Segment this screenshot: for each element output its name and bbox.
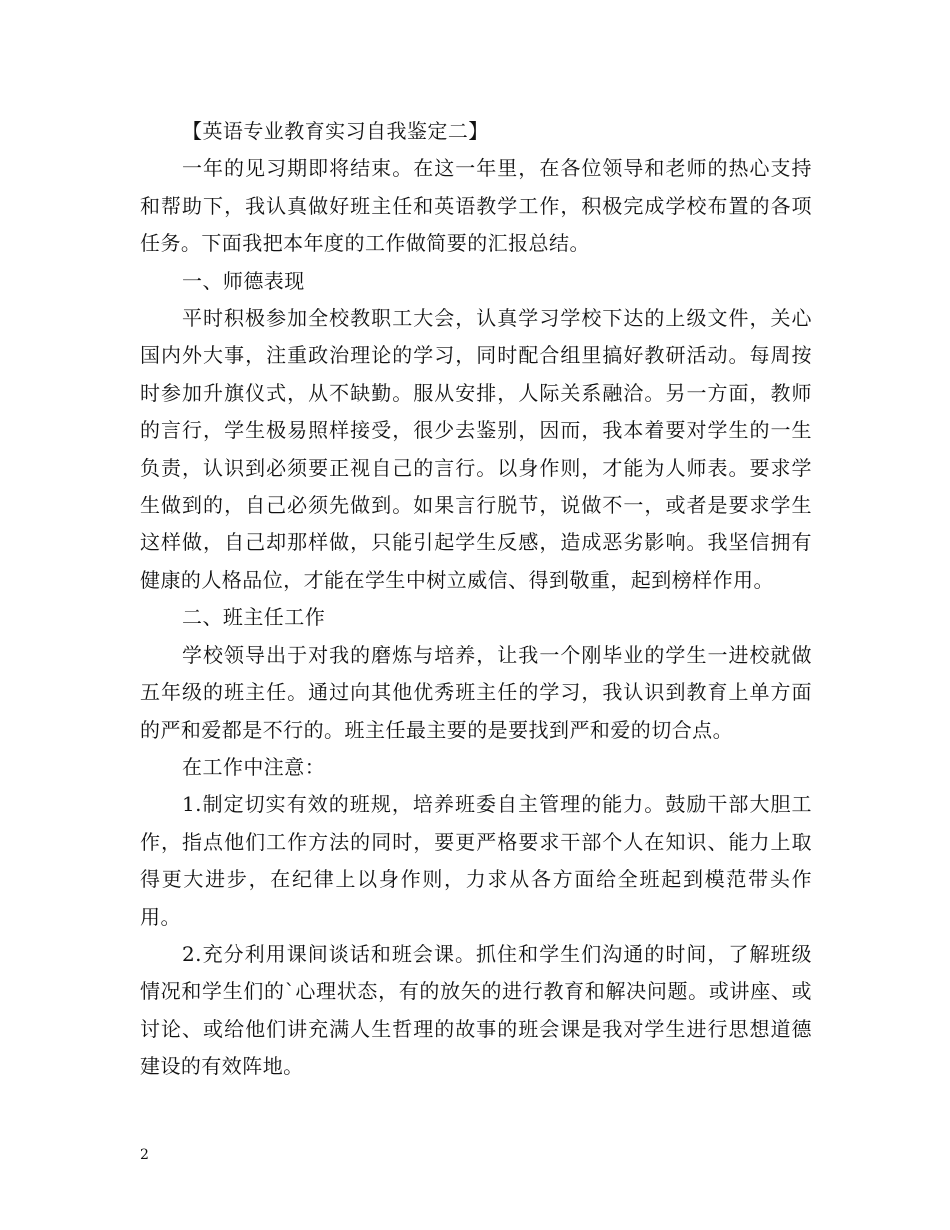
- list-item-2: 2.充分利用课间谈话和班会课。抓住和学生们沟通的时间，了解班级情况和学生们的`心理状态，有的放矢的进行教育和解决问题。或讲座、或讨论、或给他们讲充满人生哲理的故事的班会课是我对学生进行思想道德建设的有效阵地。: [140, 941, 812, 1079]
- document-heading: 【英语专业教育实习自我鉴定二】: [182, 119, 489, 143]
- intro-paragraph: 一年的见习期即将结束。在这一年里，在各位领导和老师的热心支持和帮助下，我认真做好班主任和英语教学工作，积极完成学校布置的各项任务。下面我把本年度的工作做简要的汇报总结。: [140, 156, 812, 256]
- ethics-paragraph: 平时积极参加全校教职工大会，认真学习学校下达的上级文件，关心国内外大事，注重政治理论的学习，同时配合组里搞好教研活动。每周按时参加升旗仪式，从不缺勤。服从安排，人际关系融洽。另一方面，教师的言行，学生极易照样接受，很少去鉴别，因而，我本着要对学生的一生负责，认识到必须要正视自己的言行。以身作则，才能为人师表。要求学生做到的，自己必须先做到。如果言行脱节，说做不一，或者是要求学生这样做，自己却那样做，只能引起学生反感，造成恶劣影响。我坚信拥有健康的人格品位，才能在学生中树立威信、得到敬重，起到榜样作用。: [140, 306, 812, 592]
- class-teacher-paragraph: 学校领导出于对我的磨炼与培养，让我一个刚毕业的学生一进校就做五年级的班主任。通过向其他优秀班主任的学习，我认识到教育上单方面的严和爱都是不行的。班主任最主要的是要找到严和爱的切合点。: [140, 642, 812, 742]
- attention-intro: 在工作中注意：: [182, 754, 326, 779]
- list-item-1: 1.制定切实有效的班规，培养班委自主管理的能力。鼓励干部大胆工作，指点他们工作方法的同时，要更严格要求干部个人在知识、能力上取得更大进步，在纪律上以身作则，力求从各方面给全班起到模范带头作用。: [140, 792, 812, 929]
- section-heading-class-teacher: 二、班主任工作: [182, 605, 326, 630]
- section-heading-ethics: 一、师德表现: [182, 268, 305, 293]
- page-number: 2: [140, 1147, 149, 1163]
- document-body: [140, 113, 812, 1086]
